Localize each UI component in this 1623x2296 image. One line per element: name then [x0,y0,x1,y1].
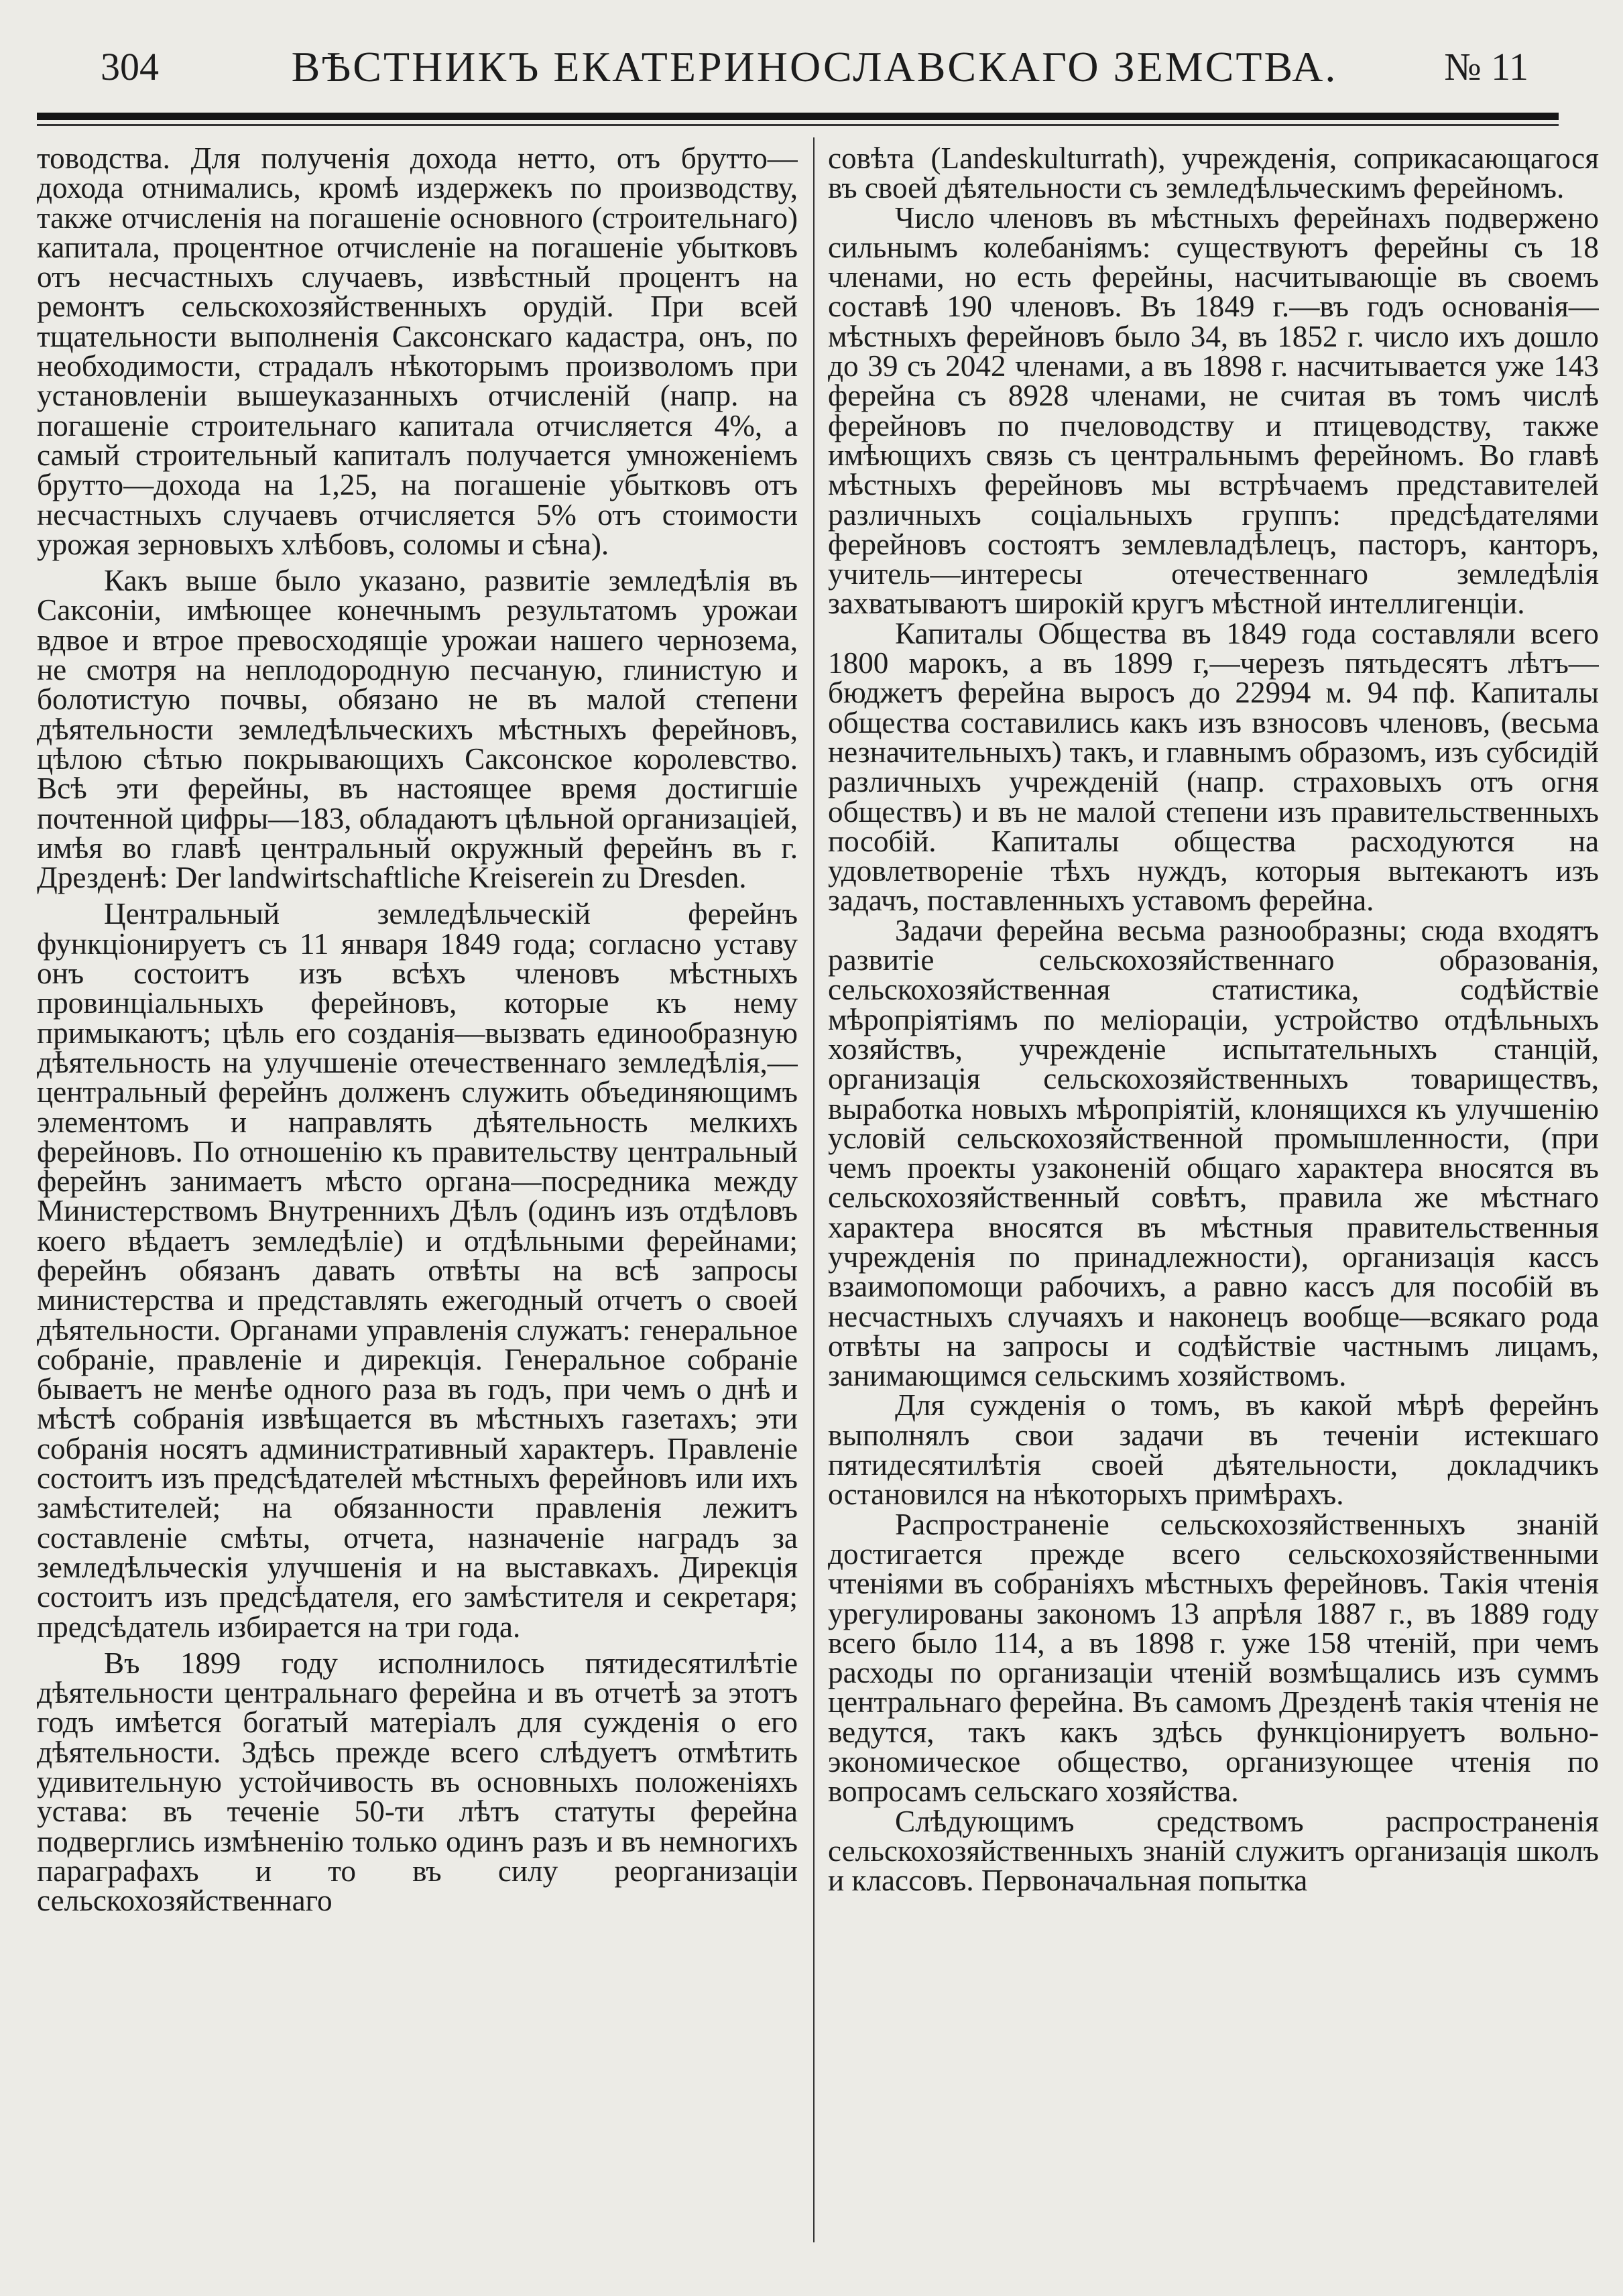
paragraph: Какъ выше было указано, развитіе земледѣлія въ Саксоніи, имѣющее конечнымъ результатомъ урожаи вдвое и втрое превосходящіе урожаи нашего чернозема, не смотря на неплодородную песчаную, глинистую и болотистую почвы, обязано не въ малой степени дѣятельности земледѣльческихъ мѣстныхъ ферейновъ, цѣлою сѣтью покрывающихъ Саксонское королевство. Всѣ эти ферейны, въ настоящее время достигшіе почтенной цифры—183, обладаютъ цѣльной организаціей, имѣя во главѣ центральный окружный ферейнъ въ г. Дрезденѣ: Der landwirtschaftliche Kreiserein zu Dresden. [37,564,798,895]
paragraph: Для сужденія о томъ, въ какой мѣрѣ ферейнъ выполнялъ свои задачи въ теченіи истекшаго пятидесятилѣтія своей дѣятельности, докладчикъ остановился на нѣкоторыхъ примѣрахъ. [828,1388,1599,1512]
left-column [37,143,798,2262]
journal-title: ВѢСТНИКЪ ЕКАТЕРИНОСЛАВСКАГО ЗЕМСТВА. [291,43,1338,90]
paragraph: Распространеніе сельскохозяйственныхъ знаній достигается прежде всего сельскохозяйственными чтеніями въ собраніяхъ мѣстныхъ ферейновъ. Такія чтенія урегулированы закономъ 13 апрѣля 1887 г., въ 1889 году всего было 114, а въ 1898 г. уже 158 чтеній, при чемъ расходы по организаціи чтеній возмѣщались изъ суммъ центральнаго ферейна. Въ самомъ Дрезденѣ такія чтенія не ведутся, такъ какъ здѣсь функціонируетъ вольно-экономическое общество, организующее чтенія по вопросамъ сельскаго хозяйства. [828,1507,1599,1809]
paragraph: Число членовъ въ мѣстныхъ ферейнахъ подвержено сильнымъ колебаніямъ: существуютъ ферейны съ 18 членами, но есть ферейны, насчитывающіе въ своемъ составѣ 190 членовъ. Въ 1849 г.—въ годъ основанія—мѣстныхъ ферейновъ было 34, въ 1852 г. число ихъ дошло до 39 съ 2042 членами, а въ 1898 г. насчитывается уже 143 ферейна съ 8928 членами, не считая въ томъ числѣ ферейновъ по пчеловодству и птицеводству, также имѣющихъ связь съ центральнымъ ферейномъ. Во главѣ мѣстныхъ ферейновъ мы встрѣчаемъ представителей различныхъ соціальныхъ группъ: предсѣдателями ферейновъ состоятъ землевладѣлецъ, пасторъ, канторъ, учитель—интересы отечественнаго земледѣлія захватываютъ широкій кругъ мѣстной интеллигенціи. [828,200,1599,621]
header-rule [37,113,1559,120]
paragraph: Въ 1899 году исполнилось пятидесятилѣтіе дѣятельности центральнаго ферейна и въ отчетѣ за этотъ годъ имѣется богатый матеріалъ для сужденія о его дѣятельности. Здѣсь прежде всего слѣдуетъ отмѣтить удивительную устойчивость въ основныхъ положеніяхъ устава: въ теченіе 50-ти лѣтъ статуты ферейна подверглись измѣненію только одинъ разъ и въ немногихъ параграфахъ и то въ силу реорганизаціи сельскохозяйственнаго [37,1646,798,1918]
paragraph-continued: совѣта (Landeskulturrath), учрежденія, соприкасающагося въ своей дѣятельности съ земледѣльческимъ ферейномъ. [828,143,1599,205]
paragraph: Капиталы Общества въ 1849 года составляли всего 1800 марокъ, а въ 1899 г,—черезъ пятьдесятъ лѣтъ—бюджетъ ферейна выросъ до 22994 м. 94 пф. Капиталы общества составились какъ изъ взносовъ членовъ, (весьма незначительныхъ) такъ, и главнымъ образомъ, изъ субсидій различныхъ учрежденій (напр. страховыхъ отъ огня обществъ) и въ не малой степени изъ правительственныхъ пособій. Капиталы общества расходуются на удовлетвореніе тѣхъ нуждъ, которыя вытекаютъ изъ задачъ, поставленныхъ уставомъ ферейна. [828,616,1599,918]
header-rule-thin [37,124,1559,126]
page-number: 304 [101,45,159,88]
page-header [101,37,1528,104]
column-divider [813,137,815,2242]
paragraph: Задачи ферейна весьма разнообразны; сюда входятъ развитіе сельскохозяйственнаго образованія, сельскохозяйственная статистика, содѣйствіе мѣропріятіямъ по меліораціи, устройство отдѣльныхъ хозяйствъ, учрежденіе испытательныхъ станцій, организація сельскохозяйственныхъ товариществъ, выработка новыхъ мѣропріятій, клонящихся къ улучшенію условій сельскохозяйственной промышленности, (при чемъ проекты узаконеній общаго характера вносятся въ сельскохозяйственный совѣтъ, правила же мѣстнаго характера вносятся въ мѣстныя правительственныя учрежденія по принадлежности), организація кассъ взаимопомощи рабочихъ, а равно кассъ для пособій въ несчастныхъ случаяхъ и наконецъ вообще—всякаго рода отвѣты на запросы и содѣйствіе частнымъ лицамъ, занимающимся сельскимъ хозяйствомъ. [828,913,1599,1393]
paragraph: Центральный земледѣльческій ферейнъ функціонируетъ съ 11 января 1849 года; согласно уставу онъ состоитъ изъ всѣхъ членовъ мѣстныхъ провинціальныхъ ферейновъ, которые къ нему примыкаютъ; цѣль его созданія—вызвать единообразную дѣятельность на улучшеніе отечественнаго земледѣлія,—центральный ферейнъ долженъ служить объединяющимъ элементомъ и направлять дѣятельность мелкихъ ферейновъ. По отношенію къ правительству центральный ферейнъ занимаетъ мѣсто органа—посредника между Министерствомъ Внутреннихъ Дѣлъ (одинъ изъ отдѣловъ коего вѣдаетъ земледѣліе) и отдѣльными ферейнами; ферейнъ обязанъ давать отвѣты на всѣ запросы министерства и представлять ежегодный отчетъ о своей дѣятельности. Органами управленія служатъ: генеральное собраніе, правленіе и дирекція. Генеральное собраніе бываетъ не менѣе одного раза въ годъ, при чемъ о днѣ и мѣстѣ собранія извѣщается въ мѣстныхъ газетахъ; эти собранія носятъ административный характеръ. Правленіе состоитъ изъ предсѣдателей мѣстныхъ ферейновъ или ихъ замѣстителей; на обязанности правленія лежитъ составленіе смѣты, отчета, назначеніе наградъ за земледѣльческія улучшенія и на выставкахъ. Дирекція состоитъ изъ предсѣдателя, его замѣстителя и секретаря; предсѣдатель избирается на три года. [37,897,798,1644]
paragraph: Слѣдующимъ средствомъ распространенія сельскохозяйственныхъ знаній служитъ организація школъ и классовъ. Первоначальная попытка [828,1804,1599,1898]
right-column [828,143,1599,2262]
paragraph-continued: товодства. Для полученія дохода нетто, отъ брутто—дохода отнимались, кромѣ издержекъ по производству, также отчисленія на погашеніе основного (строительнаго) капитала, процентное отчисленіе на погашеніе убытковъ отъ несчастныхъ случаевъ, извѣстный процентъ на ремонтъ сельскохозяйственныхъ орудій. При всей тщательности выполненія Саксонскаго кадастра, онъ, по необходимости, страдалъ нѣкоторымъ произволомъ при установленіи вышеуказанныхъ отчисленій (напр. на погашеніе строительнаго капитала отчисляется 4%, а самый строительный капиталъ получается умноженіемъ брутто—дохода на 1,25, на погашеніе убытковъ отъ несчастныхъ случаевъ отчисляется 5% отъ стоимости урожая зерновыхъ хлѣбовъ, соломы и сѣна). [37,143,798,561]
issue-number: № 11 [1444,45,1528,88]
